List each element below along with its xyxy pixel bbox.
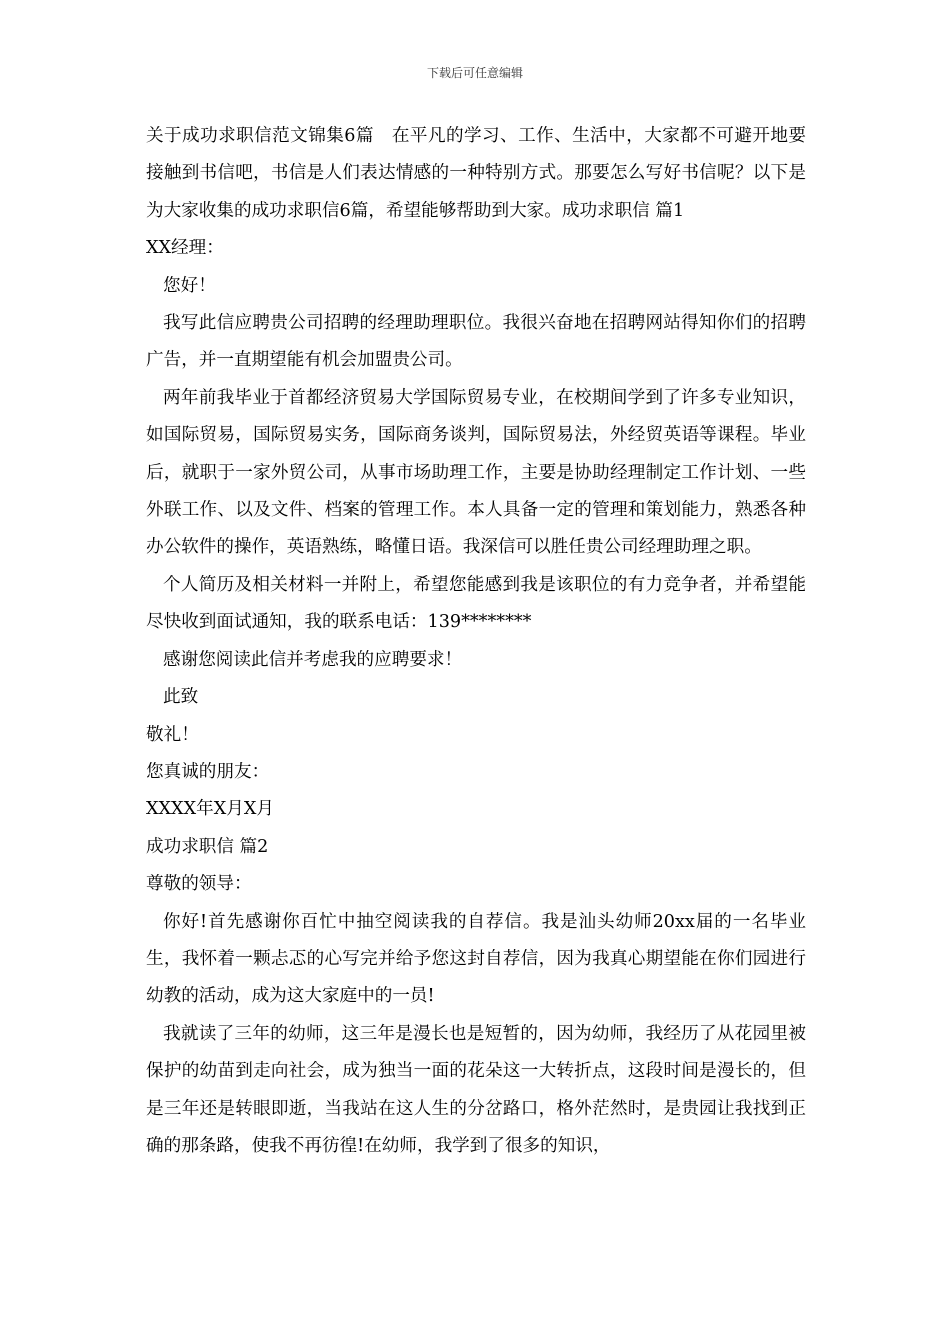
letter1-date: XXXX年X月X月 — [146, 799, 274, 820]
letter2-salutation: 尊敬的领导： — [146, 874, 252, 895]
letter1-paragraph-1: 我写此信应聘贵公司招聘的经理助理职位。我很兴奋地在招聘网站得知你们的招聘广告，并一直期望能有机会加盟贵公司。 — [146, 313, 806, 371]
letter1-paragraph-2: 两年前我毕业于首都经济贸易大学国际贸易专业，在校期间学到了许多专业知识，如国际贸易，国际贸易实务，国际商务谈判，国际贸易法，外经贸英语等课程。毕业后，就职于一家外贸公司，从事市场助理工作，主要是协助经理制定工作计划、一些外联工作、以及文件、档案的管理工作。本人具备一定的管理和策划能力，熟悉各种办公软件的操作，英语熟练，略懂日语。我深信可以胜任贵公司经理助理之职。 — [146, 387, 806, 558]
letter2-paragraph-1: 你好!首先感谢你百忙中抽空阅读我的自荐信。我是汕头幼师20xx届的一名毕业生，我怀着一颗忐忑的心写完并给予您这封自荐信，因为我真心期望能在你们园进行幼教的活动，成为这大家庭中的一员! — [146, 911, 806, 1007]
letter1-closing-2: 敬礼！ — [146, 724, 199, 745]
intro-paragraph: 关于成功求职信范文锦集6篇 在平凡的学习、工作、生活中，大家都不可避开地要接触到书信吧，书信是人们表达情感的一种特别方式。那要怎么写好书信呢？以下是为大家收集的成功求职信6篇，希望能够帮助到大家。成功求职信 篇1 — [146, 126, 806, 221]
letter2-title: 成功求职信 篇2 — [146, 836, 269, 857]
letter1-paragraph-3: 个人简历及相关材料一并附上，希望您能感到我是该职位的有力竞争者，并希望能尽快收到面试通知，我的联系电话：139******** — [146, 574, 806, 633]
letter1-signature: 您真诚的朋友： — [146, 761, 270, 782]
letter1-paragraph-4: 感谢您阅读此信并考虑我的应聘要求！ — [163, 649, 463, 670]
letter1-closing-1: 此致 — [163, 687, 199, 708]
letter1-greeting: 您好！ — [163, 275, 216, 296]
letter2-paragraph-2: 我就读了三年的幼师，这三年是漫长也是短暂的，因为幼师，我经历了从花园里被保护的幼苗到走向社会，成为独当一面的花朵这一大转折点，这段时间是漫长的，但是三年还是转眼即逝，当我站在这人生的分岔路口，格外茫然时，是贵园让我找到正确的那条路，使我不再彷徨!在幼师，我学到了很多的知识， — [146, 1023, 806, 1156]
page-header-note: 下载后可任意编辑 — [426, 66, 523, 80]
letter1-salutation: XX经理： — [146, 238, 224, 259]
document-body — [146, 118, 806, 1165]
